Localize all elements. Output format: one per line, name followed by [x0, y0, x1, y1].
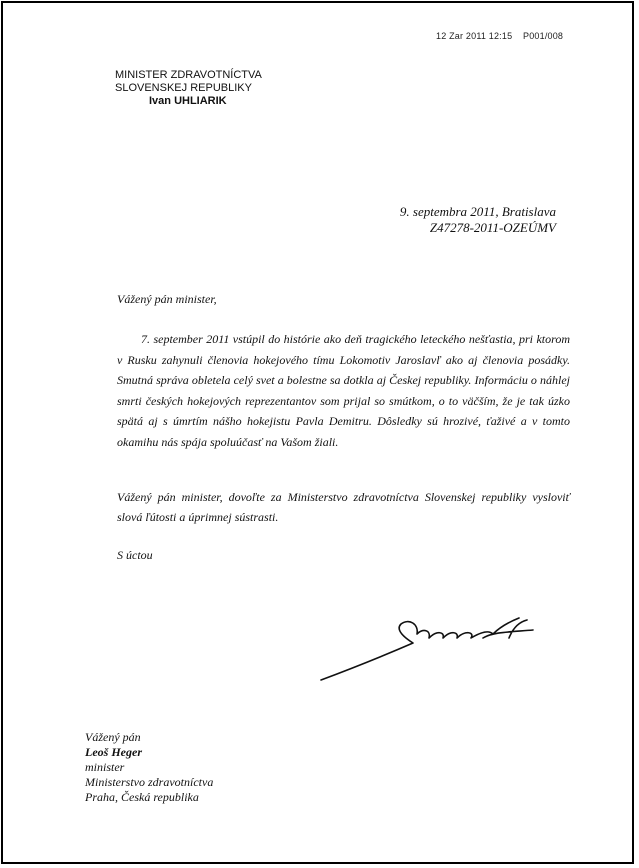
fax-header: [436, 31, 571, 41]
letter-page: [1, 1, 634, 864]
closing: S úctou: [117, 548, 153, 562]
date-place: 9. septembra 2011, Bratislava: [399, 204, 556, 219]
recipient-name: Leoš Heger: [85, 745, 142, 759]
recipient-title: minister: [85, 760, 125, 774]
date-block: [400, 204, 556, 236]
salutation: Vážený pán minister,: [117, 292, 217, 306]
letter-paragraph-1: 7. september 2011 vstúpil do histórie ako deň tragického leteckého nešťastia, pri ktorom v Rusku zahynuli členovia hokejového tímu Lokomotiv Jaroslavľ ako aj členovia posádky. Smutná správa obletela celý svet a bolestne sa dotkla aj Českej republiky. Informáciu o náhlej smrti českých hokejových reprezentantov som prijal so smútkom, o to väčším, že je tak úzko spätá aj s úmrtím nášho hokejistu Pavla Demitru. Dôsledky sú hrozivé, ťaživé a v tomto okamihu nás spája spoluúčasť na Vašom žiali.: [117, 332, 570, 449]
handwritten-signature: [313, 608, 543, 688]
fax-date-time: 12 Zar 2011 12:15: [436, 31, 513, 41]
fax-page-number: P001/008: [523, 31, 564, 41]
letterhead-minister-name: Ivan UHLIARIK: [149, 95, 227, 107]
reference-number: Z47278-2011-OZEÚMV: [429, 220, 556, 235]
recipient-address: Praha, Česká republika: [85, 790, 199, 804]
recipient-organization: Ministerstvo zdravotníctva: [85, 775, 214, 789]
letterhead-title-line2: SLOVENSKEJ REPUBLIKY: [115, 82, 252, 94]
recipient-greeting: Vážený pán: [85, 730, 141, 744]
letter-paragraph-2: Vážený pán minister, dovoľte za Ministerstvo zdravotníctva Slovenskej republiky vysloviť slová ľútosti a úprimnej sústrasti.: [117, 490, 570, 524]
letterhead-title-line1: MINISTER ZDRAVOTNÍCTVA: [115, 69, 262, 81]
letterhead: [115, 69, 262, 108]
recipient-block: [85, 730, 213, 805]
